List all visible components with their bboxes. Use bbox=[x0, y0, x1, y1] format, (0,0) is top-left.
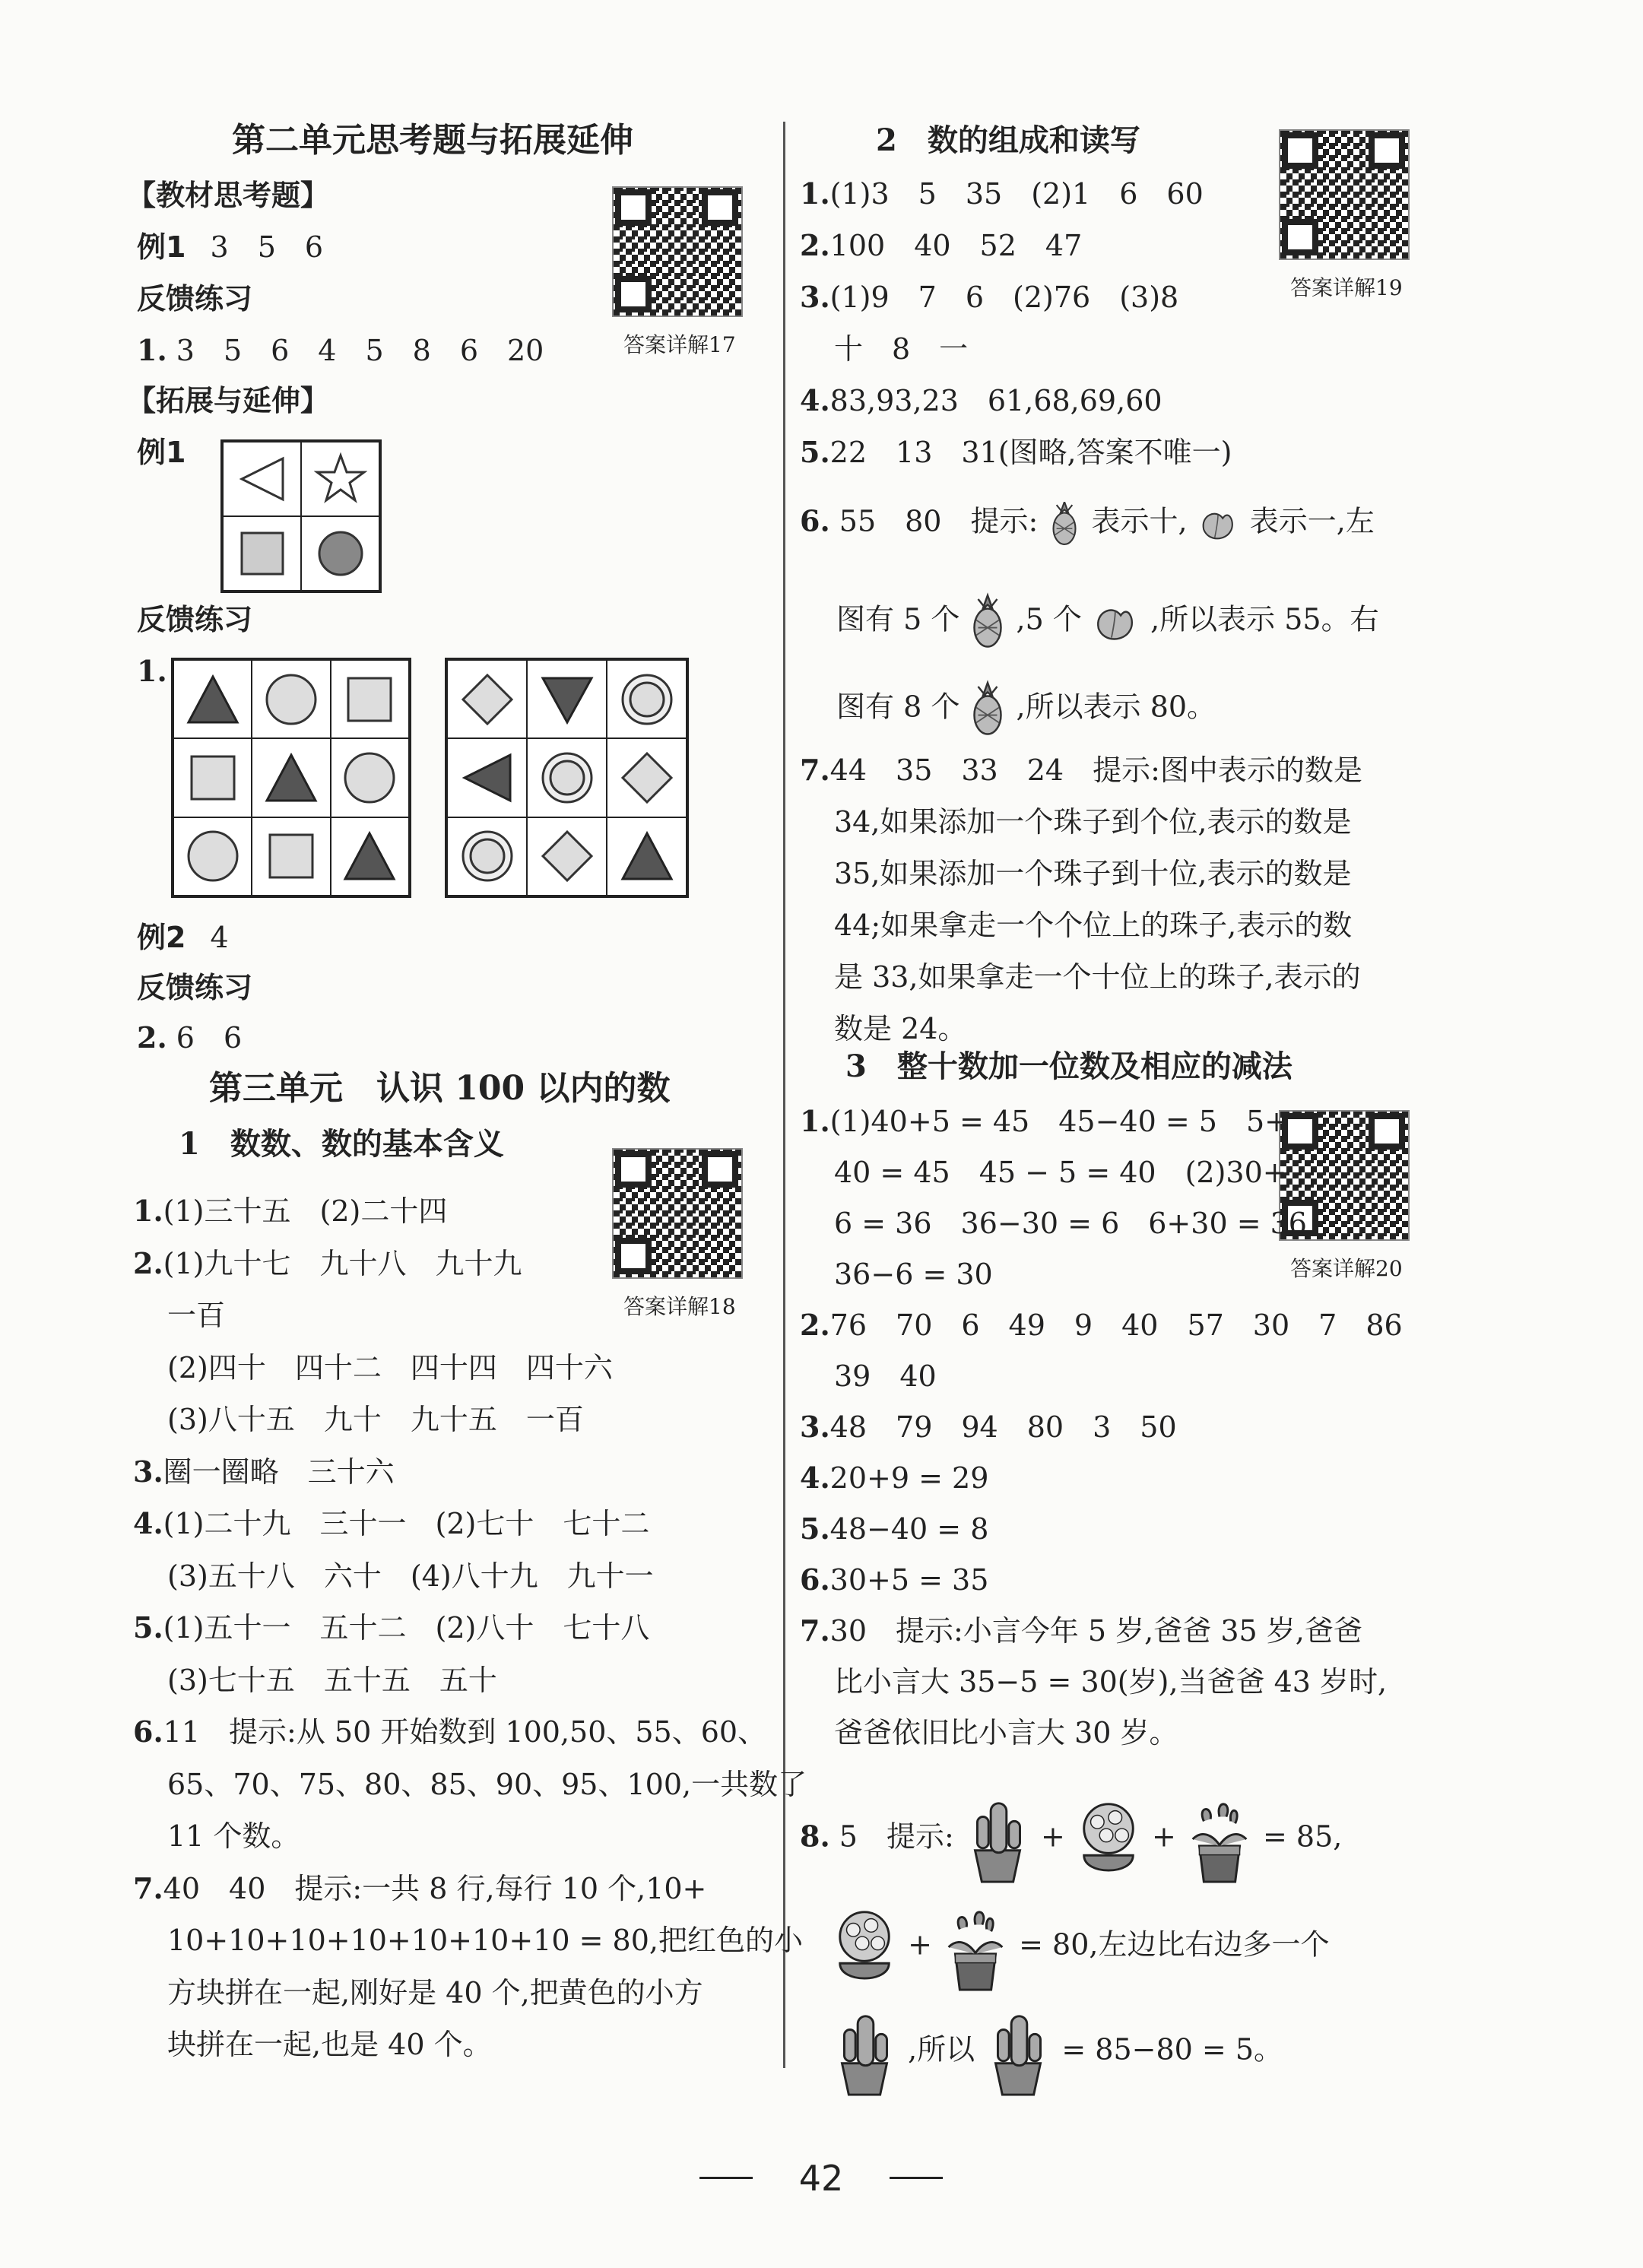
feedback-1-q1-answer: 3 5 6 4 5 8 6 20 bbox=[176, 334, 544, 367]
q6-line3-a: 图有 8 个 bbox=[836, 690, 960, 724]
answer-text: 爸爸依旧比小言大 30 岁。 bbox=[834, 1716, 1178, 1749]
triangle-icon bbox=[339, 826, 400, 887]
answer-line bbox=[800, 1459, 988, 1497]
grid-cell bbox=[223, 516, 301, 591]
answer-text: 40 = 45 45 − 5 = 40 (2)30+ bbox=[834, 1156, 1287, 1189]
triangle-icon bbox=[617, 826, 677, 887]
answer-text: (1)9 7 6 (2)76 (3)8 bbox=[829, 281, 1179, 314]
double-circle-icon bbox=[617, 669, 677, 730]
answer-text: 40 40 提示:一共 8 行,每行 10 个,10+ bbox=[163, 1871, 707, 1905]
question-number: 2. bbox=[800, 1308, 830, 1342]
answer-line bbox=[834, 1714, 1178, 1752]
q6-line2-b: ,5 个 bbox=[1016, 602, 1082, 636]
answer-line bbox=[800, 1408, 1177, 1446]
answer-line bbox=[800, 433, 1232, 471]
answer-line bbox=[167, 1661, 497, 1699]
question-number: 6. bbox=[800, 503, 830, 538]
answer-text: 34,如果添加一个珠子到个位,表示的数是 bbox=[834, 805, 1352, 839]
grid-cell bbox=[447, 738, 527, 817]
answer-line bbox=[167, 1349, 613, 1387]
plus-sign: + bbox=[908, 1927, 932, 1962]
answer-line bbox=[133, 1453, 395, 1491]
unit3-title: 第三单元 认识 100 以内的数 bbox=[209, 1069, 671, 1108]
grid-cell bbox=[331, 738, 409, 817]
answer-text: 22 13 31(图略,答案不唯一) bbox=[829, 436, 1232, 469]
grid-cell bbox=[447, 660, 527, 738]
grid-cell bbox=[301, 442, 379, 516]
double-circle-icon bbox=[537, 747, 598, 808]
answer-line bbox=[133, 1713, 766, 1751]
answer-line bbox=[800, 227, 1082, 265]
q6-line3-b: ,所以表示 80。 bbox=[1016, 690, 1216, 724]
triangle-down-icon bbox=[537, 669, 598, 730]
triangle-left-icon bbox=[236, 452, 289, 506]
question-number: 7. bbox=[133, 1870, 163, 1905]
square-icon bbox=[261, 826, 322, 887]
section-2-title: 2 数的组成和读写 bbox=[876, 122, 1140, 158]
answer-line bbox=[834, 855, 1352, 893]
answer-text: (3)五十八 六十 (4)八十九 九十一 bbox=[167, 1559, 654, 1593]
section-3-q8-line3 bbox=[830, 2007, 1283, 2097]
cactus-pot-icon bbox=[830, 2007, 899, 2097]
question-number: 6. bbox=[800, 1562, 830, 1597]
answer-line bbox=[800, 1306, 1403, 1344]
q6-line2-a: 图有 5 个 bbox=[836, 602, 960, 636]
section-2-q6-line1 bbox=[800, 502, 1375, 546]
answer-line bbox=[834, 958, 1361, 996]
answer-line bbox=[133, 1245, 522, 1283]
answer-text: (1)九十七 九十八 九十九 bbox=[163, 1246, 522, 1280]
answer-line bbox=[167, 1296, 225, 1334]
question-number: 5. bbox=[133, 1610, 163, 1645]
pineapple-icon bbox=[969, 589, 1007, 655]
answer-line bbox=[834, 1153, 1287, 1191]
answer-text: 76 70 6 49 9 40 57 30 7 86 bbox=[829, 1308, 1403, 1342]
grid-cell bbox=[252, 817, 330, 896]
answer-text: 30 提示:小言今年 5 岁,爸爸 35 岁,爸爸 bbox=[829, 1614, 1362, 1648]
grid-cell bbox=[607, 660, 687, 738]
question-number: 1. bbox=[800, 1104, 830, 1138]
grid-cell bbox=[527, 738, 607, 817]
answer-line bbox=[834, 906, 1352, 944]
grid-cell bbox=[173, 817, 252, 896]
page-number-dash-right bbox=[890, 2177, 943, 2179]
answer-line bbox=[834, 1357, 937, 1395]
question-number: 3. bbox=[800, 280, 830, 314]
answer-text: 30+5 = 35 bbox=[829, 1563, 989, 1597]
question-number: 4. bbox=[800, 1461, 830, 1495]
peach-icon bbox=[1197, 506, 1241, 542]
grid-cell bbox=[173, 738, 252, 817]
page-number-dash-left bbox=[699, 2177, 753, 2179]
answer-text: 36−6 = 30 bbox=[834, 1258, 993, 1291]
section-3-q8-line2 bbox=[830, 1902, 1329, 1992]
answer-text: 11 提示:从 50 开始数到 100,50、55、60、 bbox=[163, 1715, 767, 1749]
q6-part-a: 55 80 提示: bbox=[839, 504, 1039, 538]
answer-line bbox=[834, 1663, 1387, 1701]
answer-line bbox=[167, 1557, 654, 1595]
question-number: 7. bbox=[800, 753, 830, 787]
qr-caption-19: 答案详解19 bbox=[1290, 275, 1403, 300]
qr-code-icon bbox=[1280, 131, 1408, 259]
answer-text: 圈一圈略 三十六 bbox=[163, 1454, 395, 1489]
answer-text: (1)40+5 = 45 45−40 = 5 5+ bbox=[829, 1105, 1289, 1138]
diamond-icon bbox=[537, 826, 598, 887]
grid-cell bbox=[301, 516, 379, 591]
square-icon bbox=[339, 669, 400, 730]
question-number: 7. bbox=[800, 1613, 830, 1648]
answer-text: 十 8 一 bbox=[834, 332, 969, 366]
question-number: 2. bbox=[133, 1245, 163, 1280]
q8-hint: 5 提示: bbox=[839, 1819, 954, 1854]
answer-text: 一百 bbox=[167, 1299, 226, 1332]
answer-line bbox=[834, 1204, 1307, 1242]
diamond-icon bbox=[457, 669, 518, 730]
answer-line bbox=[167, 1921, 803, 1959]
extend-heading: 【拓展与延伸】 bbox=[127, 384, 330, 417]
answer-text: (1)3 5 35 (2)1 6 60 bbox=[829, 177, 1204, 211]
question-number: 2. bbox=[137, 1020, 167, 1055]
answer-text: 10+10+10+10+10+10+10 = 80,把红色的小 bbox=[167, 1924, 803, 1957]
triangle-left-icon bbox=[457, 747, 518, 808]
answer-text: 44 35 33 24 提示:图中表示的数是 bbox=[829, 753, 1362, 787]
grid-cell bbox=[527, 817, 607, 896]
feedback-shape-grid-a bbox=[171, 658, 411, 898]
answer-line bbox=[800, 751, 1362, 789]
section-3-q8-line1 bbox=[800, 1794, 1342, 1884]
qr-code-icon bbox=[614, 1150, 741, 1277]
answer-line bbox=[800, 175, 1204, 213]
flower-pot-icon bbox=[830, 1905, 899, 1989]
question-number: 3. bbox=[133, 1454, 163, 1489]
feedback-heading-3: 反馈练习 bbox=[137, 971, 253, 1004]
answer-line bbox=[800, 382, 1162, 420]
grid-cell bbox=[607, 738, 687, 817]
answer-text: 39 40 bbox=[834, 1359, 937, 1393]
circle-icon bbox=[339, 747, 400, 808]
grid-cell bbox=[252, 738, 330, 817]
question-number: 1. bbox=[137, 333, 167, 367]
answer-text: (1)三十五 (2)二十四 bbox=[163, 1194, 448, 1228]
triangle-icon bbox=[182, 669, 243, 730]
answer-text: 100 40 52 47 bbox=[829, 229, 1083, 262]
question-number: 3. bbox=[800, 1410, 830, 1444]
answer-text: 44;如果拿走一个个位上的珠子,表示的数 bbox=[834, 909, 1353, 942]
example-1-answer: 3 5 6 bbox=[210, 230, 324, 264]
q6-line2-c: ,所以表示 55。右 bbox=[1150, 602, 1379, 636]
circle-icon bbox=[182, 826, 243, 887]
diamond-icon bbox=[617, 747, 677, 808]
answer-line bbox=[800, 1102, 1289, 1140]
feedback-3-q2 bbox=[137, 1019, 242, 1057]
tulip-pot-icon bbox=[941, 1902, 1010, 1992]
pineapple-icon bbox=[1047, 502, 1082, 546]
answer-line bbox=[834, 803, 1352, 841]
cactus-pot-icon bbox=[984, 2007, 1052, 2097]
qr-caption-18: 答案详解18 bbox=[623, 1294, 736, 1319]
answer-line bbox=[167, 1765, 807, 1803]
answer-text: 是 33,如果拿走一个十位上的珠子,表示的 bbox=[834, 960, 1361, 994]
example-1b-label: 例1 bbox=[137, 436, 186, 469]
grid-cell bbox=[223, 442, 301, 516]
section-3-title: 3 整十数加一位数及相应的减法 bbox=[845, 1048, 1293, 1084]
unit2-title: 第二单元思考题与拓展延伸 bbox=[232, 121, 633, 160]
answer-line bbox=[133, 1609, 649, 1647]
question-number: 6. bbox=[133, 1714, 163, 1749]
double-circle-icon bbox=[457, 826, 518, 887]
pineapple-icon bbox=[969, 677, 1007, 742]
answer-line bbox=[167, 1974, 703, 2012]
square-icon bbox=[182, 747, 243, 808]
question-number: 2. bbox=[800, 228, 830, 262]
answer-text: 20+9 = 29 bbox=[829, 1461, 989, 1495]
circle-icon bbox=[314, 527, 367, 580]
answer-text: 6 = 36 36−30 = 6 6+30 = 36 bbox=[834, 1207, 1307, 1240]
plus-sign: + bbox=[1151, 1819, 1176, 1854]
example-2-answer: 4 bbox=[210, 921, 229, 954]
grid-cell bbox=[331, 660, 409, 738]
answer-text: 48 79 94 80 3 50 bbox=[829, 1410, 1177, 1444]
example-1-label: 例1 bbox=[137, 230, 186, 264]
answer-text: 35,如果添加一个珠子到十位,表示的数是 bbox=[834, 857, 1352, 890]
answer-line bbox=[133, 1192, 447, 1230]
feedback-shape-grid-b bbox=[445, 658, 689, 898]
answer-text: 48−40 = 8 bbox=[829, 1512, 989, 1546]
answer-line bbox=[834, 1010, 966, 1048]
flower-pot-icon bbox=[1074, 1797, 1143, 1881]
qr-code-18[interactable] bbox=[612, 1148, 743, 1279]
qr-code-19[interactable] bbox=[1279, 129, 1410, 260]
answer-line bbox=[800, 278, 1178, 316]
square-icon bbox=[236, 527, 289, 580]
grid-cell bbox=[252, 660, 330, 738]
question-number: 5. bbox=[800, 435, 830, 469]
circle-icon bbox=[261, 669, 322, 730]
answer-line bbox=[167, 1817, 300, 1855]
example-2-label: 例2 bbox=[137, 921, 186, 954]
question-number: 1. bbox=[800, 176, 830, 211]
page-number: 42 bbox=[798, 2158, 844, 2199]
answer-line bbox=[800, 1510, 988, 1548]
example-1 bbox=[137, 228, 323, 266]
answer-line bbox=[167, 2025, 492, 2063]
q8-eq3: = 85−80 = 5。 bbox=[1061, 2032, 1283, 2067]
feedback-1-q1 bbox=[137, 331, 544, 370]
question-number: 4. bbox=[800, 383, 830, 417]
answer-text: (3)七十五 五十五 五十 bbox=[167, 1663, 497, 1697]
textbook-question-heading: 【教材思考题】 bbox=[127, 179, 330, 212]
plus-sign: + bbox=[1040, 1819, 1065, 1854]
answer-text: 数是 24。 bbox=[834, 1012, 967, 1045]
cactus-pot-icon bbox=[963, 1794, 1032, 1884]
example-2 bbox=[137, 918, 229, 956]
answer-text: (1)二十九 三十一 (2)七十 七十二 bbox=[163, 1507, 650, 1540]
answer-text: 65、70、75、80、85、90、95、100,一共数了 bbox=[167, 1767, 807, 1801]
section-1-title: 1 数数、数的基本含义 bbox=[179, 1126, 504, 1162]
qr-code-icon bbox=[614, 188, 741, 316]
answer-text: 方块拼在一起,刚好是 40 个,把黄色的小方 bbox=[167, 1975, 703, 2009]
question-number: 4. bbox=[133, 1506, 163, 1540]
q6-part-c: 表示一,左 bbox=[1249, 504, 1375, 538]
grid-cell bbox=[331, 817, 409, 896]
q8-eq2: = 80,左边比右边多一个 bbox=[1019, 1927, 1330, 1962]
grid-cell bbox=[527, 660, 607, 738]
answer-text: 83,93,23 61,68,69,60 bbox=[829, 384, 1162, 417]
answer-text: (1)五十一 五十二 (2)八十 七十八 bbox=[163, 1611, 650, 1645]
q8-eq1: = 85, bbox=[1263, 1819, 1343, 1854]
grid-cell bbox=[607, 817, 687, 896]
question-number: 5. bbox=[800, 1511, 830, 1546]
answer-text: 块拼在一起,也是 40 个。 bbox=[167, 2028, 492, 2061]
star-icon bbox=[314, 452, 367, 506]
tulip-pot-icon bbox=[1185, 1794, 1254, 1884]
question-number: 8. bbox=[800, 1819, 830, 1854]
q6-part-b: 表示十, bbox=[1091, 504, 1188, 538]
qr-code-17[interactable] bbox=[612, 186, 743, 317]
q8-so: ,所以 bbox=[908, 2032, 975, 2067]
section-2-q6-line2 bbox=[836, 589, 1379, 655]
answer-line bbox=[834, 330, 968, 368]
answer-line bbox=[133, 1505, 649, 1543]
peach-icon bbox=[1091, 601, 1141, 643]
answer-line bbox=[133, 1870, 706, 1908]
feedback-3-q2-answer: 6 6 bbox=[176, 1021, 243, 1055]
answer-line bbox=[800, 1561, 988, 1599]
question-number: 1. bbox=[133, 1194, 163, 1228]
answer-text: 比小言大 35−5 = 30(岁),当爸爸 43 岁时, bbox=[834, 1665, 1388, 1699]
grid-cell bbox=[447, 817, 527, 896]
feedback-heading-1: 反馈练习 bbox=[137, 282, 253, 316]
section-2-q6-line3 bbox=[836, 677, 1216, 742]
grid-cell bbox=[173, 660, 252, 738]
answer-text: 11 个数。 bbox=[167, 1819, 300, 1853]
triangle-icon bbox=[261, 747, 322, 808]
question-number: 1. bbox=[137, 654, 167, 688]
answer-line bbox=[167, 1400, 584, 1439]
answer-text: (3)八十五 九十 九十五 一百 bbox=[167, 1403, 584, 1436]
answer-line bbox=[800, 1612, 1362, 1650]
feedback-heading-2: 反馈练习 bbox=[137, 603, 253, 636]
example-1-shape-grid bbox=[220, 439, 382, 593]
qr-caption-17: 答案详解17 bbox=[623, 332, 736, 357]
answer-text: (2)四十 四十二 四十四 四十六 bbox=[167, 1350, 613, 1385]
answer-line bbox=[834, 1255, 993, 1293]
qr-caption-20: 答案详解20 bbox=[1290, 1256, 1403, 1281]
